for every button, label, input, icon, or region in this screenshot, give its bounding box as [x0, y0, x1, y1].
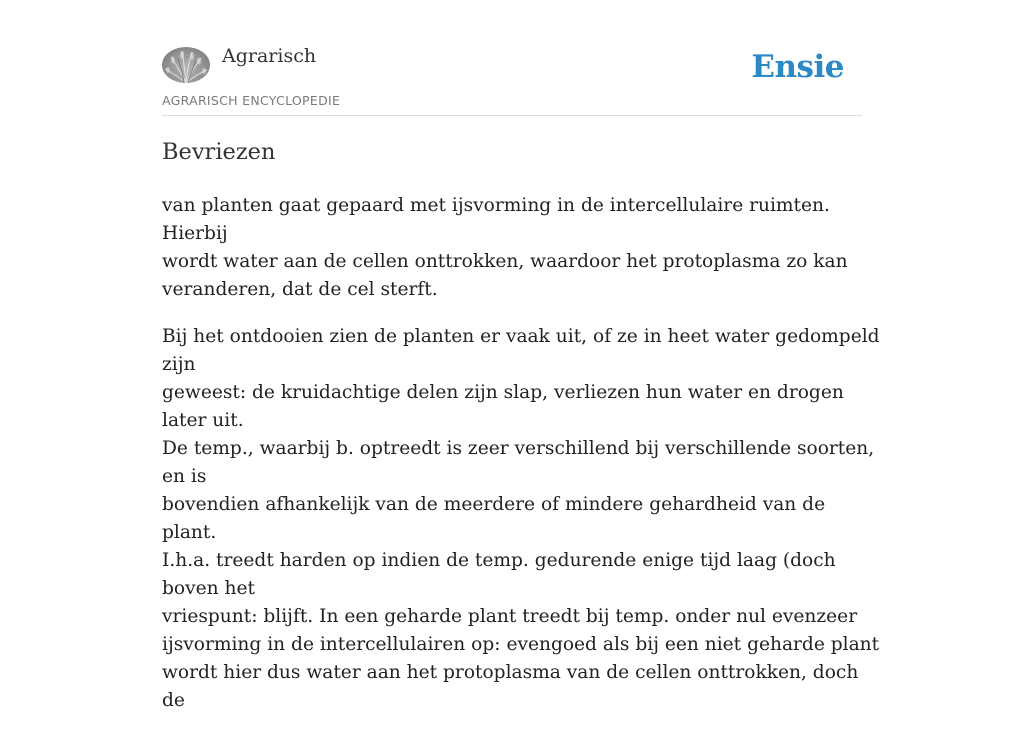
site-header	[162, 0, 862, 116]
site-subtitle: AGRARISCH ENCYCLOPEDIE	[162, 93, 341, 108]
wheat-icon[interactable]	[162, 47, 210, 83]
page-title: Bevriezen	[162, 139, 276, 165]
article-paragraph: van planten gaat gepaard met ijsvorming in de intercellulaire ruimten. Hierbij wordt water aan de cellen onttrokken, waardoor het protoplasma zo kan veranderen, dat de cel sterft.	[162, 195, 848, 300]
ensie-logo-link[interactable]: Ensie	[751, 49, 844, 85]
site-name[interactable]: Agrarisch	[222, 45, 317, 67]
article-body	[162, 192, 882, 734]
article-paragraph: Bij het ontdooien zien de planten er vaak uit, of ze in heet water gedompeld zijn geweest: de kruidachtige delen zijn slap, verliezen hun water en drogen later uit. De temp., waarbij b. optreedt is zeer verschillend bij verschillende soorten, en is bovendien afhankelijk van de meerdere of mindere gehardheid van de plant. I.h.a. treedt harden op indien de temp. gedurende enige tijd laag (doch boven het vriespunt: blijft. In een geharde plant treedt bij temp. onder nul evenzeer ijsvorming in de intercellulairen op: evengoed als bij een niet geharde plant wordt hier dus water aan het protoplasma van de cellen onttrokken, doch de	[162, 326, 880, 711]
